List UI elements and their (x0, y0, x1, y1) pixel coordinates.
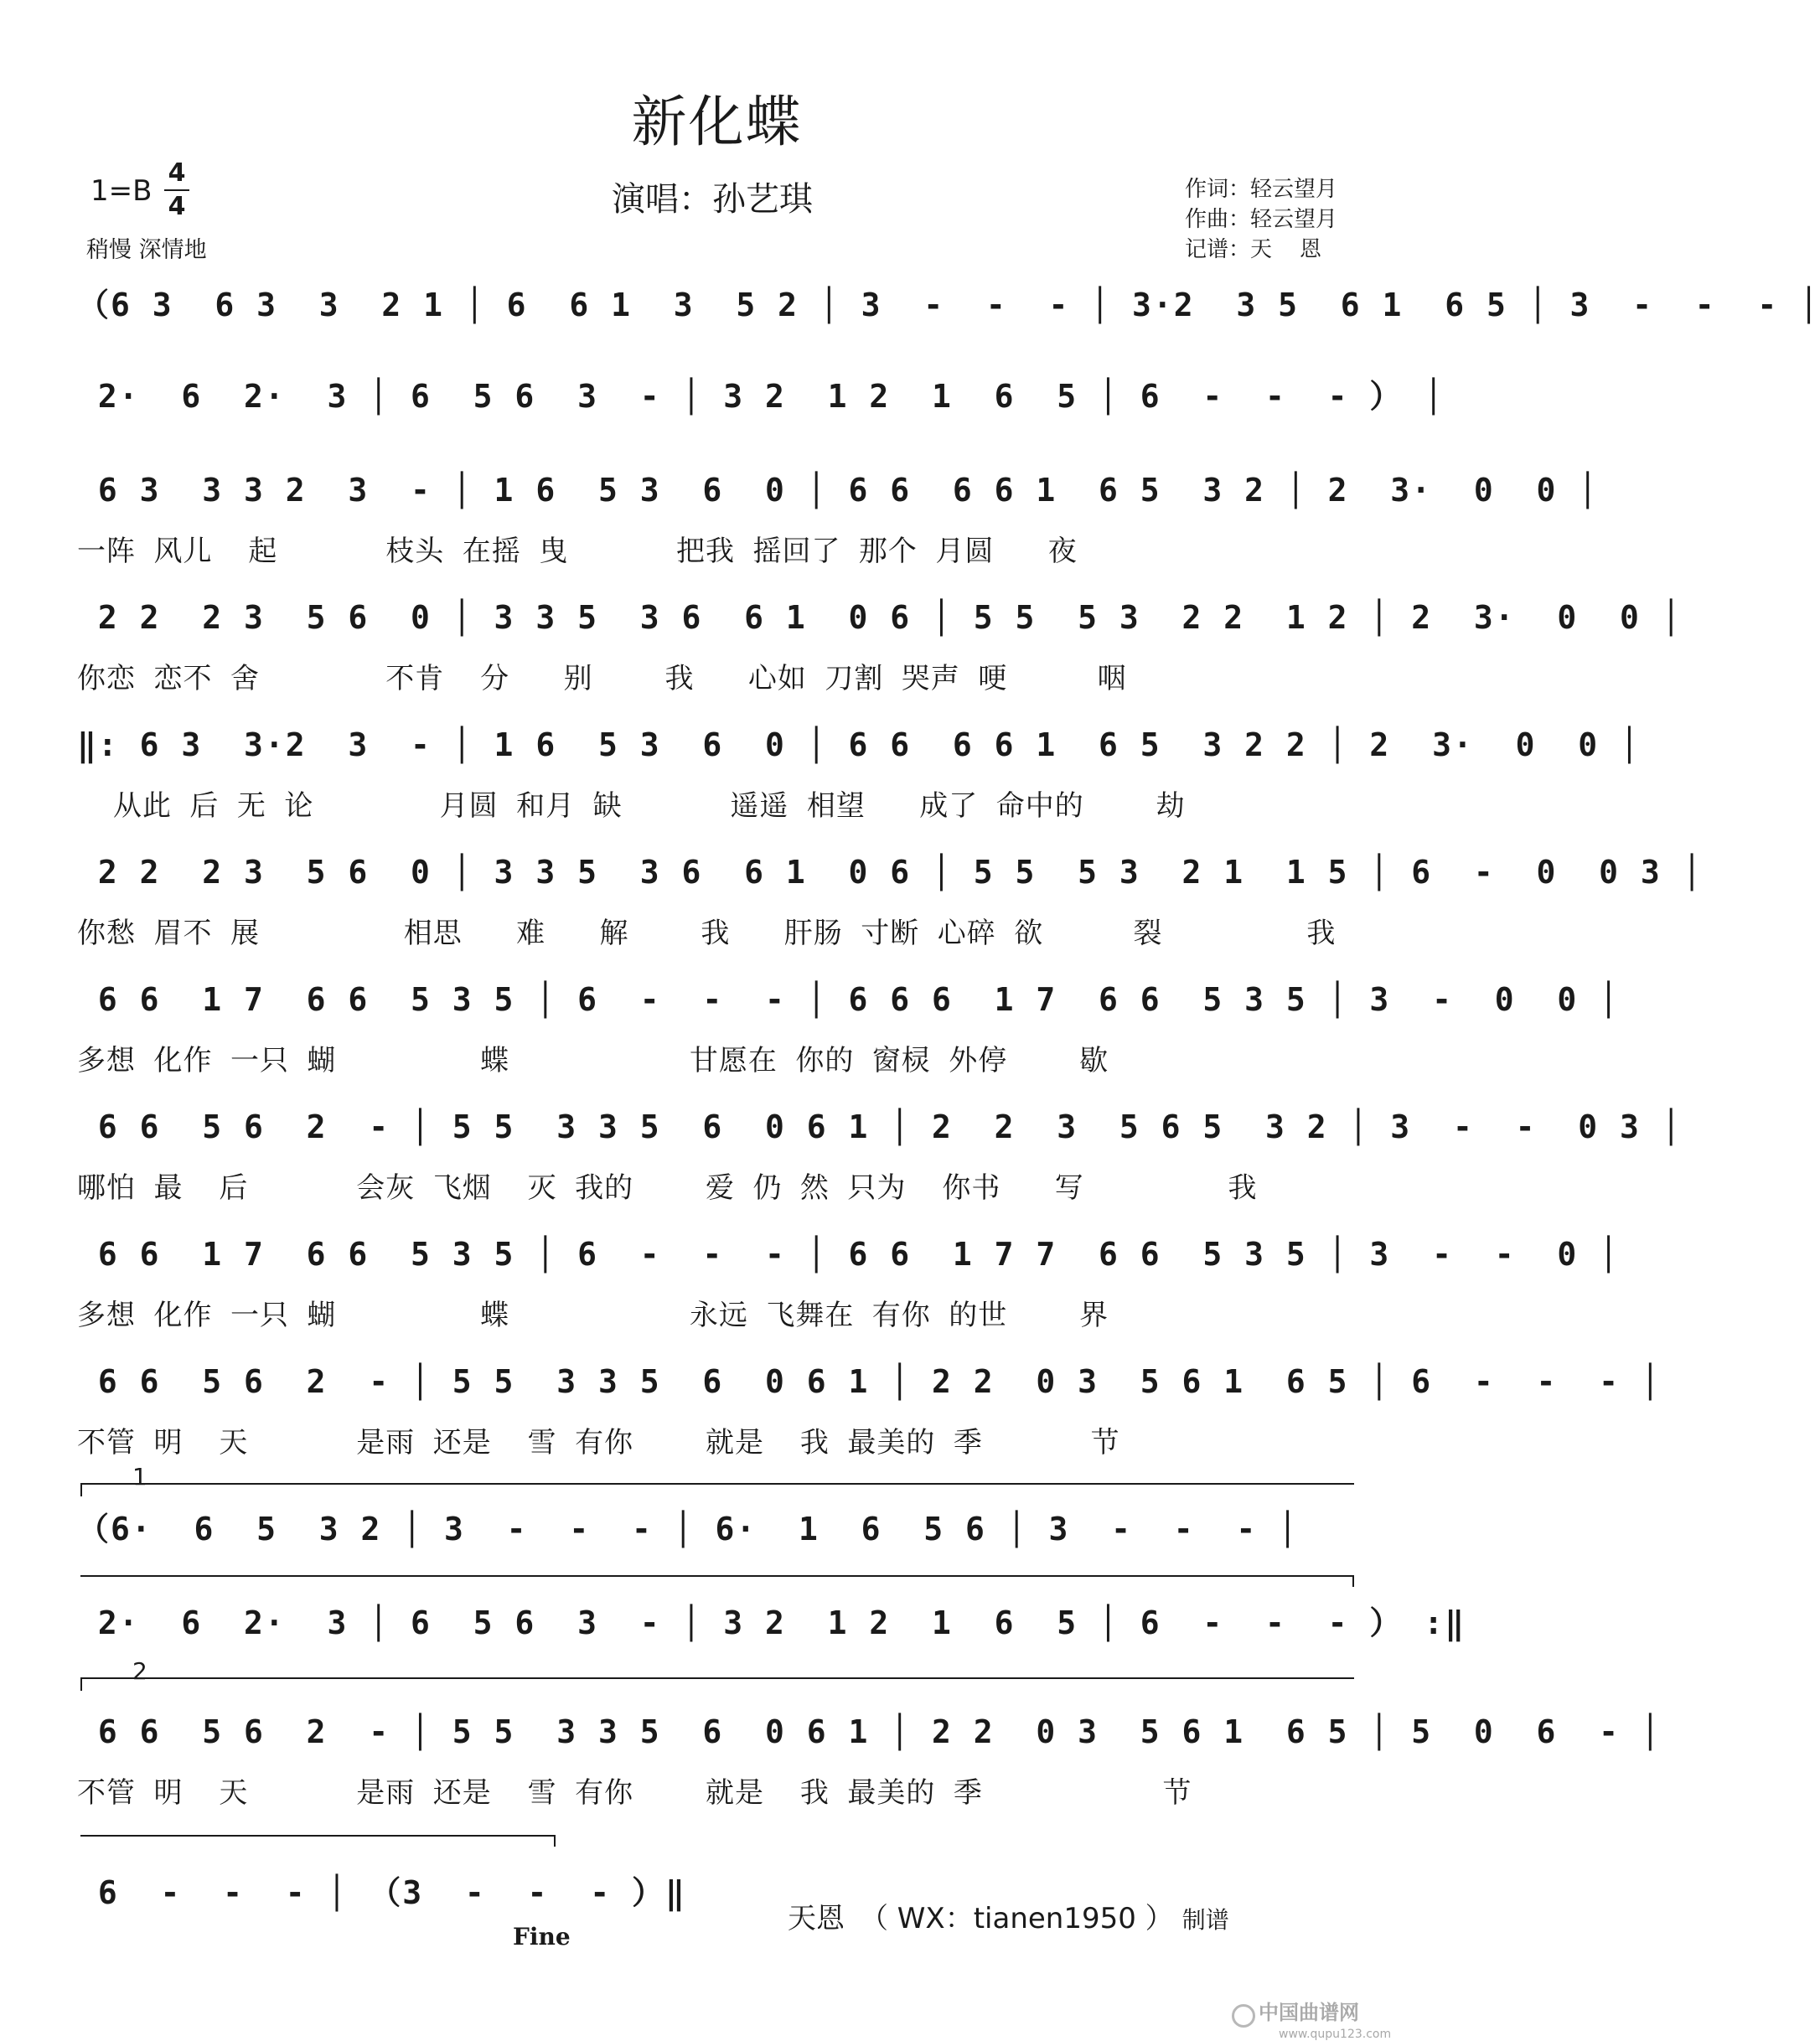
first-ending-bracket-end (1352, 1575, 1354, 1587)
lyric-line-9: 多想 化作 一只 蝴 蝶 永远 飞舞在 有你 的世 界 (77, 1299, 1109, 1332)
notes: 6 6 1 7 6 6 5 3 5 │ 6 - - - │ 6 6 6 1 7 6 6 5 3 5 │ 3 - 0 0 │ (77, 981, 1620, 1018)
first-ending-bracket-continued (80, 1575, 1354, 1577)
score-line-1 (77, 277, 1820, 333)
score-line-5 (77, 717, 1641, 772)
fine-marking: Fine (513, 1923, 571, 1951)
second-ending-number: 2 (132, 1657, 147, 1685)
second-ending-bracket (80, 1657, 1354, 1685)
score-line-14 (77, 1865, 686, 1920)
second-ending-bracket-end (554, 1835, 556, 1847)
maker-suffix: 制谱 (1181, 1906, 1229, 1934)
score-line-7 (77, 972, 1620, 1027)
score-line-13 (77, 1704, 1662, 1759)
score-line-4 (77, 590, 1683, 645)
transcriber-credit: 记谱：天 恩 (1185, 237, 1322, 262)
lyric-line-7: 多想 化作 一只 蝴 蝶 甘愿在 你的 窗棂 外停 歇 (77, 1044, 1109, 1077)
notes: 2 2 2 3 5 6 0 │ 3 3 5 3 6 6 1 0 6 │ 5 5 5 3 2 1 1 5 │ 6 - 0 0 3 │ (77, 854, 1704, 891)
notes: 6 6 1 7 6 6 5 3 5 │ 6 - - - │ 6 6 1 7 7 6 6 5 3 5 │ 3 - - 0 │ (77, 1236, 1620, 1273)
lyric-line-4: 你恋 恋不 舍 不肯 分 别 我 心如 刀割 哭声 哽 咽 (77, 662, 1127, 695)
notes: 6 6 5 6 2 - │ 5 5 3 3 5 6 0 6 1 │ 2 2 0 3 5 6 1 6 5 │ 5 0 6 - │ (77, 1713, 1662, 1750)
first-ending-number: 1 (132, 1463, 147, 1491)
watermark-url: www.qupu123.com (1279, 2027, 1392, 2041)
score-line-2 (77, 369, 1445, 424)
notes: 6 - - - │ （3 - - - ）‖ (77, 1874, 686, 1911)
song-title: 新化蝶 (631, 90, 803, 154)
notes: （6· 6 5 3 2 │ 3 - - - │ 6· 1 6 5 6 │ 3 - - - │ (77, 1511, 1300, 1548)
score-line-10 (77, 1354, 1662, 1409)
tempo-marking: 稍慢 深情地 (86, 237, 207, 263)
notes: 6 6 5 6 2 - │ 5 5 3 3 5 6 0 6 1 │ 2 2 0 3 5 6 1 6 5 │ 6 - - - │ (77, 1363, 1662, 1400)
maker-name: 天恩 (788, 1902, 845, 1935)
score-line-3 (77, 462, 1600, 518)
score-line-9 (77, 1227, 1620, 1282)
time-signature (164, 159, 189, 221)
composer-credit: 作曲：轻云望月 (1185, 207, 1338, 232)
maker-wechat: （ WX：tianen1950 ） (860, 1902, 1174, 1935)
score-line-11 (77, 1501, 1359, 1557)
lyric-line-3: 一阵 风儿 起 枝头 在摇 曳 把我 摇回了 那个 月圆 夜 (77, 535, 1078, 568)
lyric-line-13: 不管 明 天 是雨 还是 雪 有你 就是 我 最美的 季 节 (77, 1776, 1192, 1810)
site-watermark (1232, 1996, 1391, 2041)
notes: ‖: 6 3 3·2 3 - │ 1 6 5 3 6 0 │ 6 6 6 6 1 6 5 3 2 2 │ 2 3· 0 0 │ (77, 726, 1641, 763)
lyric-line-5: 从此 后 无 论 月圆 和月 缺 遥遥 相望 成了 命中的 劫 (77, 789, 1186, 823)
credits-block (1185, 174, 1337, 265)
notes: （6 3 6 3 3 2 1 │ 6 6 1 3 5 2 │ 3 - - - │ 3·2 3 5 6 1 6 5 │ 3 - - - │ (77, 287, 1820, 323)
first-ending-bracket (80, 1463, 1354, 1491)
second-ending-bracket-continued (80, 1835, 554, 1837)
key-signature: 1=B (90, 174, 153, 208)
lyric-line-6: 你愁 眉不 展 相思 难 解 我 肝肠 寸断 心碎 欲 裂 我 (77, 917, 1337, 950)
score-line-6 (77, 845, 1704, 900)
notes: 2 2 2 3 5 6 0 │ 3 3 5 3 6 6 1 0 6 │ 5 5 5 3 2 2 1 2 │ 2 3· 0 0 │ (77, 599, 1683, 636)
notes: 6 3 3 3 2 3 - │ 1 6 5 3 6 0 │ 6 6 6 6 1 6 5 3 2 │ 2 3· 0 0 │ (77, 472, 1600, 509)
watermark-name: 中国曲谱网 (1259, 2000, 1359, 2024)
singer-credit: 演唱：孙艺琪 (612, 180, 813, 219)
time-signature-top: 4 (168, 158, 186, 188)
lyric-line-10: 不管 明 天 是雨 还是 雪 有你 就是 我 最美的 季 节 (77, 1426, 1120, 1460)
lyric-line-8: 哪怕 最 后 会灰 飞烟 灭 我的 爱 仍 然 只为 你书 写 我 (77, 1171, 1258, 1205)
notes: 2· 6 2· 3 │ 6 5 6 3 - │ 3 2 1 2 1 6 5 │ 6 - - - ） │ (77, 378, 1445, 415)
notes: 6 6 5 6 2 - │ 5 5 3 3 5 6 0 6 1 │ 2 2 3 5 6 5 3 2 │ 3 - - 0 3 │ (77, 1108, 1683, 1145)
score-line-8 (77, 1099, 1683, 1155)
site-logo-icon (1232, 2004, 1255, 2028)
transcriber-signature (788, 1895, 1229, 1936)
lyricist-credit: 作词：轻云望月 (1185, 177, 1338, 202)
score-line-12 (77, 1595, 1466, 1651)
time-signature-bottom: 4 (168, 192, 186, 221)
notes: 2· 6 2· 3 │ 6 5 6 3 - │ 3 2 1 2 1 6 5 │ 6 - - - ） :‖ (77, 1604, 1466, 1641)
